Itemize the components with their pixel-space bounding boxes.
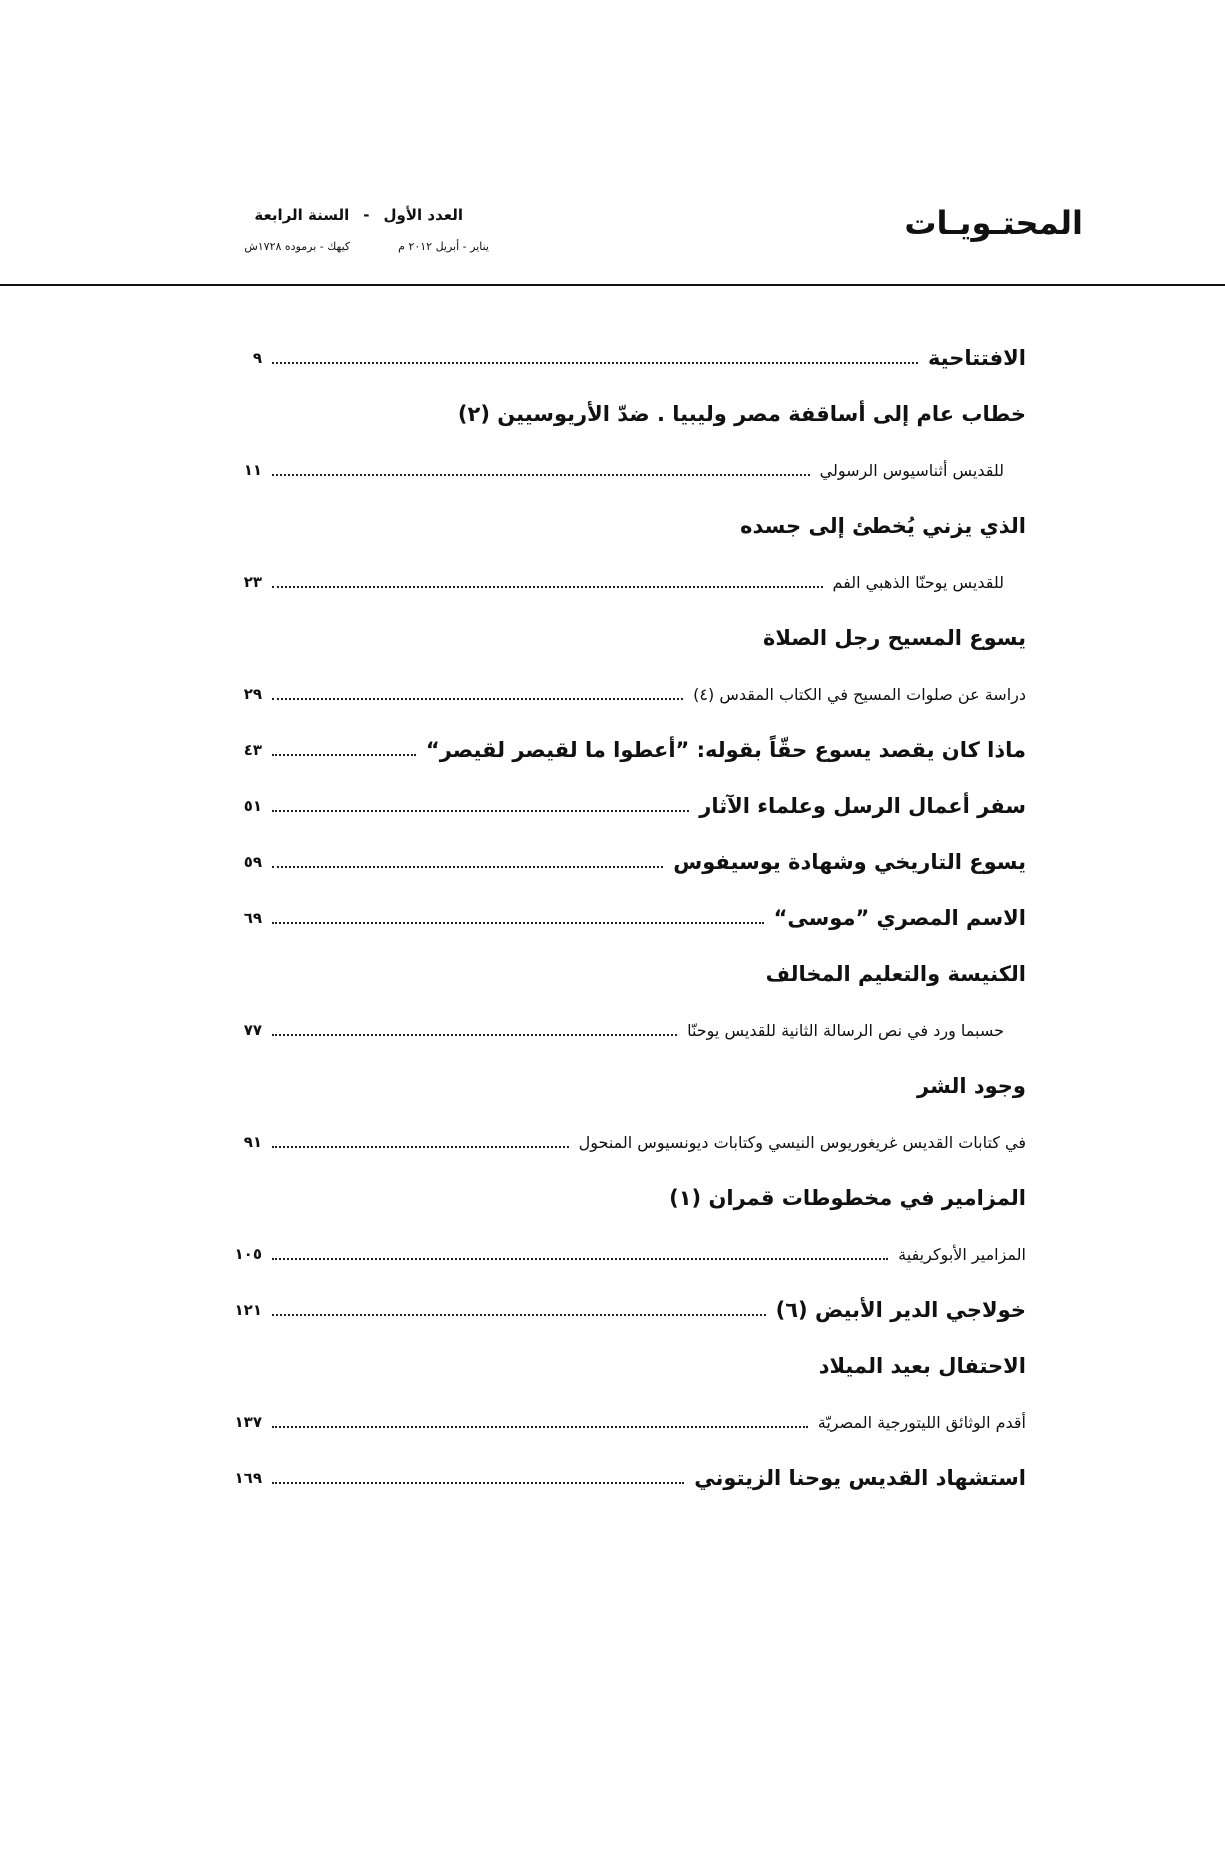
toc-heading bbox=[218, 1338, 1026, 1394]
dot-leader bbox=[272, 1258, 888, 1260]
toc-entry-title: الذي يزني يُخطئ إلى جسده bbox=[740, 514, 1026, 538]
page-number: ١٠٥ bbox=[234, 1245, 262, 1263]
toc-entry bbox=[218, 1002, 1026, 1058]
page-number: ٧٧ bbox=[243, 1021, 262, 1039]
toc-entry-title: في كتابات القديس غريغوريوس النيسي وكتابات ديونسيوس المنحول bbox=[578, 1132, 1026, 1152]
dot-leader bbox=[272, 754, 416, 756]
dot-leader bbox=[272, 1146, 569, 1148]
toc-entry bbox=[218, 890, 1026, 946]
toc-entry bbox=[218, 554, 1026, 610]
toc-entry bbox=[218, 834, 1026, 890]
toc-entry-title: دراسة عن صلوات المسيح في الكتاب المقدس (٤) bbox=[693, 684, 1026, 704]
toc-entry bbox=[218, 1450, 1026, 1506]
toc-heading bbox=[218, 1170, 1026, 1226]
toc-entry-title: حسبما ورد في نص الرسالة الثانية للقديس يوحنّا bbox=[687, 1020, 1004, 1040]
toc-entry-title: يسوع التاريخي وشهادة يوسيفوس bbox=[673, 850, 1026, 874]
date-coptic: كيهك - برموده ١٧٢٨ش bbox=[244, 240, 351, 253]
toc-entry bbox=[218, 1394, 1026, 1450]
dot-leader bbox=[272, 586, 823, 588]
page-number: ٤٣ bbox=[243, 741, 262, 759]
page-number: ٩١ bbox=[243, 1133, 262, 1151]
page-number: ١٦٩ bbox=[234, 1469, 262, 1487]
dot-leader bbox=[272, 866, 663, 868]
page-number: ٢٩ bbox=[243, 685, 262, 703]
toc-entry-title: استشهاد القديس يوحنا الزيتوني bbox=[694, 1466, 1026, 1490]
page-number: ٥١ bbox=[243, 797, 262, 815]
toc-entry bbox=[218, 778, 1026, 834]
toc-entry bbox=[218, 442, 1026, 498]
toc-entry bbox=[218, 666, 1026, 722]
toc-entry-title: الافتتاحية bbox=[927, 346, 1026, 370]
toc-entry-title: ماذا كان يقصد يسوع حقّاً بقوله: ”أعطوا ما لقيصر لقيصر“ bbox=[425, 738, 1026, 762]
toc-entry bbox=[218, 1114, 1026, 1170]
dot-leader bbox=[272, 474, 810, 476]
toc-entry bbox=[218, 722, 1026, 778]
toc-heading bbox=[218, 498, 1026, 554]
toc-entry-title: الكنيسة والتعليم المخالف bbox=[765, 962, 1026, 986]
toc-entry-title: وجود الشر bbox=[917, 1074, 1026, 1098]
page-number: ٥٩ bbox=[243, 853, 262, 871]
toc-entry-title: المزامير الأبوكريفية bbox=[898, 1244, 1026, 1264]
toc-entry bbox=[218, 330, 1026, 386]
date-gregorian: يناير - أبريل ٢٠١٢ م bbox=[398, 240, 489, 253]
toc-heading bbox=[218, 386, 1026, 442]
page-number: ١٣٧ bbox=[234, 1413, 262, 1431]
page-number: ٦٩ bbox=[243, 909, 262, 927]
issue-number: العدد الأول bbox=[383, 206, 463, 224]
page-number: ٩ bbox=[252, 349, 262, 367]
toc-heading bbox=[218, 1058, 1026, 1114]
toc-entry-title: المزامير في مخطوطات قمران (١) bbox=[669, 1186, 1026, 1210]
dot-leader bbox=[272, 1034, 677, 1036]
dot-leader bbox=[272, 1482, 684, 1484]
toc-entry-title: خطاب عام إلى أساقفة مصر وليبيا . ضدّ الأريوسيين (٢) bbox=[457, 402, 1026, 426]
toc-entry-title: للقديس يوحنّا الذهبي الفم bbox=[832, 572, 1004, 592]
page-number: ١١ bbox=[243, 461, 262, 479]
toc-entry-title: خولاجي الدير الأبيض (٦) bbox=[775, 1298, 1026, 1322]
issue-dates bbox=[244, 240, 489, 253]
toc-entry-title: سفر أعمال الرسل وعلماء الآثار bbox=[699, 794, 1026, 818]
toc-heading bbox=[218, 610, 1026, 666]
issue-info bbox=[254, 206, 463, 224]
dot-leader bbox=[272, 1314, 766, 1316]
page-number: ٢٣ bbox=[243, 573, 262, 591]
dot-leader bbox=[272, 362, 918, 364]
toc-heading bbox=[218, 946, 1026, 1002]
toc-entry-title: أقدم الوثائق الليتورجية المصريّة bbox=[817, 1412, 1026, 1432]
page-header bbox=[0, 0, 1225, 286]
table-of-contents bbox=[218, 330, 1026, 1506]
dot-leader bbox=[272, 1426, 808, 1428]
issue-separator: - bbox=[363, 206, 370, 224]
volume-year: السنة الرابعة bbox=[254, 206, 350, 224]
toc-entry bbox=[218, 1226, 1026, 1282]
toc-entry-title: الاسم المصري ”موسى“ bbox=[773, 906, 1026, 930]
toc-entry-title: يسوع المسيح رجل الصلاة bbox=[762, 626, 1026, 650]
page-number: ١٢١ bbox=[234, 1301, 262, 1319]
header-rule bbox=[0, 284, 1225, 286]
toc-entry-title: الاحتفال بعيد الميلاد bbox=[818, 1354, 1026, 1378]
page-title: المحتـويـات bbox=[904, 204, 1083, 242]
dot-leader bbox=[272, 698, 683, 700]
toc-entry-title: للقديس أثناسيوس الرسولي bbox=[819, 460, 1004, 480]
toc-entry bbox=[218, 1282, 1026, 1338]
dot-leader bbox=[272, 810, 689, 812]
dot-leader bbox=[272, 922, 764, 924]
